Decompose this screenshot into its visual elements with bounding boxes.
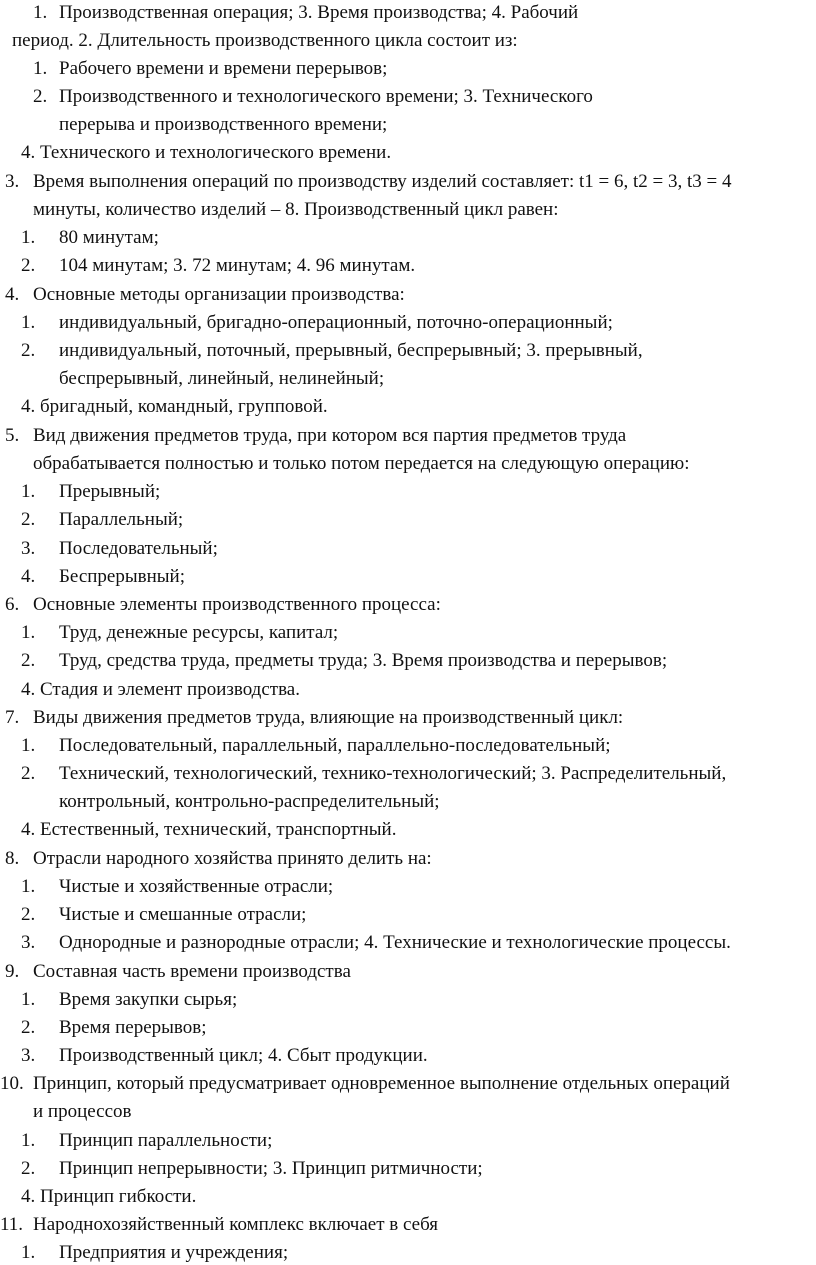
item-number: 6. bbox=[5, 594, 20, 615]
line-text: 4. Естественный, технический, транспортный. bbox=[21, 819, 397, 840]
item-number: 3. bbox=[5, 171, 20, 192]
line-text: Производственная операция; 3. Время производства; 4. Рабочий bbox=[59, 2, 579, 23]
item-number: 7. bbox=[5, 707, 20, 728]
line-text: Принцип, который предусматривает одновременное выполнение отдельных операций bbox=[33, 1073, 730, 1094]
line-text: Отрасли народного хозяйства принято делить на: bbox=[33, 848, 432, 869]
line-text: 80 минутам; bbox=[59, 227, 159, 248]
line-text: индивидуальный, бригадно-операционный, поточно-операционный; bbox=[59, 312, 613, 333]
line-text: Чистые и хозяйственные отрасли; bbox=[59, 876, 334, 897]
line-text: Рабочего времени и времени перерывов; bbox=[59, 58, 388, 79]
line-text: перерыва и производственного времени; bbox=[59, 114, 388, 135]
line-text: 104 минутам; 3. 72 минутам; 4. 96 минутам. bbox=[59, 255, 416, 276]
item-number: 2. bbox=[21, 1017, 36, 1038]
line-text: индивидуальный, поточный, прерывный, беспрерывный; 3. прерывный, bbox=[59, 340, 643, 361]
line-text: и процессов bbox=[33, 1101, 132, 1122]
item-number: 1. bbox=[33, 58, 48, 79]
line-text: Составная часть времени производства bbox=[33, 961, 351, 982]
line-text: Однородные и разнородные отрасли; 4. Технические и технологические процессы. bbox=[59, 932, 731, 953]
line-text: Основные элементы производственного процесса: bbox=[33, 594, 441, 615]
item-number: 1. bbox=[21, 622, 36, 643]
line-text: Виды движения предметов труда, влияющие на производственный цикл: bbox=[33, 707, 624, 728]
line-text: Труд, денежные ресурсы, капитал; bbox=[59, 622, 339, 643]
line-text: минуты, количество изделий – 8. Производственный цикл равен: bbox=[33, 199, 559, 220]
item-number: 2. bbox=[33, 86, 48, 107]
line-text: Прерывный; bbox=[59, 481, 161, 502]
item-number: 1. bbox=[33, 2, 48, 23]
item-number: 2. bbox=[21, 509, 36, 530]
line-text: 4. Технического и технологического времени. bbox=[21, 142, 392, 163]
item-number: 2. bbox=[21, 904, 36, 925]
line-text: Беспрерывный; bbox=[59, 566, 185, 587]
line-text: Технический, технологический, технико-технологический; 3. Распределительный, bbox=[59, 763, 727, 784]
item-number: 1. bbox=[21, 1130, 36, 1151]
item-number: 3. bbox=[21, 538, 36, 559]
item-number: 1. bbox=[21, 312, 36, 333]
item-number: 3. bbox=[21, 1045, 36, 1066]
line-text: обрабатывается полностью и только потом передается на следующую операцию: bbox=[33, 453, 690, 474]
item-number: 1. bbox=[21, 735, 36, 756]
line-text: Время выполнения операций по производству изделий составляет: t1 = 6, t2 = 3, t3 = 4 bbox=[33, 171, 732, 192]
item-number: 1. bbox=[21, 876, 36, 897]
item-number: 4. bbox=[21, 566, 36, 587]
line-text: Принцип параллельности; bbox=[59, 1130, 273, 1151]
line-text: Предприятия и учреждения; bbox=[59, 1242, 289, 1263]
item-number: 9. bbox=[5, 961, 20, 982]
line-text: Труд, средства труда, предметы труда; 3. Время производства и перерывов; bbox=[59, 650, 668, 671]
line-text: Народнохозяйственный комплекс включает в себя bbox=[33, 1214, 439, 1235]
line-text: 4. Принцип гибкости. bbox=[21, 1186, 197, 1207]
item-number: 1. bbox=[21, 481, 36, 502]
item-number: 2. bbox=[21, 340, 36, 361]
line-text: период. 2. Длительность производственного цикла состоит из: bbox=[12, 30, 518, 51]
item-number: 2. bbox=[21, 763, 36, 784]
line-text: 4. Стадия и элемент производства. bbox=[21, 679, 300, 700]
item-number: 2. bbox=[21, 255, 36, 276]
line-text: Принцип непрерывности; 3. Принцип ритмичности; bbox=[59, 1158, 483, 1179]
line-text: Чистые и смешанные отрасли; bbox=[59, 904, 307, 925]
item-number: 2. bbox=[21, 1158, 36, 1179]
item-number: 2. bbox=[21, 650, 36, 671]
line-text: Производственного и технологического времени; 3. Технического bbox=[59, 86, 593, 107]
item-number: 8. bbox=[5, 848, 20, 869]
line-text: Параллельный; bbox=[59, 509, 184, 530]
line-text: Время закупки сырья; bbox=[59, 989, 238, 1010]
line-text: 4. бригадный, командный, групповой. bbox=[21, 396, 328, 417]
line-text: Производственный цикл; 4. Сбыт продукции. bbox=[59, 1045, 428, 1066]
item-number: 4. bbox=[5, 284, 20, 305]
item-number: 1. bbox=[21, 989, 36, 1010]
item-number: 5. bbox=[5, 425, 20, 446]
line-text: контрольный, контрольно-распределительный; bbox=[59, 791, 440, 812]
line-text: беспрерывный, линейный, нелинейный; bbox=[59, 368, 385, 389]
item-number: 1. bbox=[21, 1242, 36, 1263]
line-text: Последовательный; bbox=[59, 538, 218, 559]
line-text: Основные методы организации производства: bbox=[33, 284, 405, 305]
line-text: Время перерывов; bbox=[59, 1017, 207, 1038]
item-number: 10. bbox=[0, 1073, 24, 1094]
item-number: 11. bbox=[0, 1214, 24, 1235]
item-number: 3. bbox=[21, 932, 36, 953]
line-text: Последовательный, параллельный, параллельно-последовательный; bbox=[59, 735, 611, 756]
line-text: Вид движения предметов труда, при котором вся партия предметов труда bbox=[33, 425, 627, 446]
item-number: 1. bbox=[21, 227, 36, 248]
